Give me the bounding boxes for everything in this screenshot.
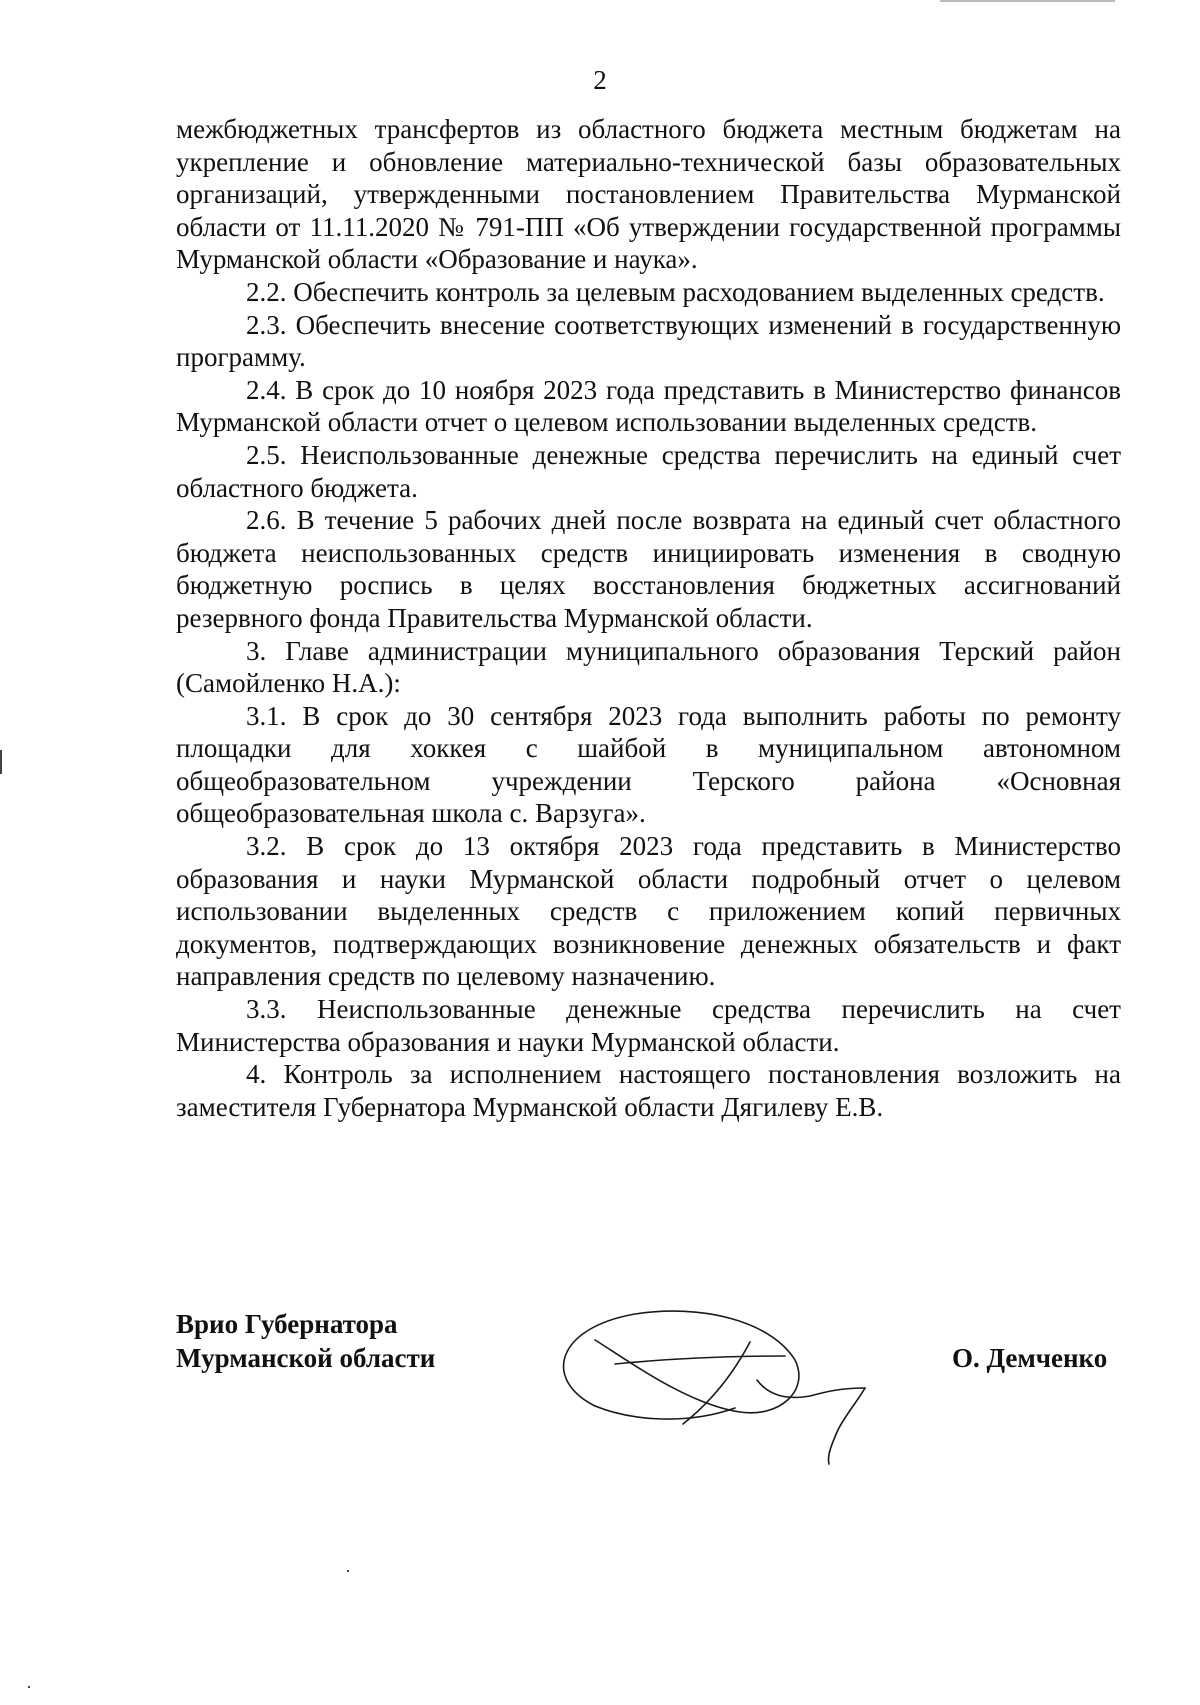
scan-artifact-dot (347, 1570, 349, 1572)
paragraph: 2.3. Обеспечить внесение соответствующих изменений в государственную программу. (176, 309, 1121, 373)
paragraph: 3. Главе администрации муниципального образования Терский район (Самойленко Н.А.): (176, 635, 1121, 699)
paragraph: межбюджетных трансфертов из областного бюджета местным бюджетам на укрепление и обновление материально-технической базы образовательных организаций, утвержденными постановлением Правительства Мурманской области от 11.11.2020 № 791-ПП «Об утверждении государственной программы Мурманской области «Образование и наука». (176, 114, 1121, 275)
paragraph: 3.2. В срок до 13 октября 2023 года представить в Министерство образования и науки Мурманской области подробный отчет о целевом использовании выделенных средств с приложением копий первичных документов, подтверждающих возникновение денежных обязательств и факт направления средств по целевому назначению. (176, 831, 1121, 992)
paragraph: 3.1. В срок до 30 сентября 2023 года выполнить работы по ремонту площадки для хоккея с шайбой в муниципальном автономном общеобразовательном учреждении Терского района «Основная общеобразовательная школа с. Варзуга». (176, 700, 1121, 829)
paragraph: 2.2. Обеспечить контроль за целевым расходованием выделенных средств. (246, 276, 1105, 307)
paragraph: 3.3. Неиспользованные денежные средства перечислить на счет Министерства образования и науки Мурманской области. (176, 994, 1121, 1057)
paragraph: 4. Контроль за исполнением настоящего постановления возложить на заместителя Губернатора Мурманской области Дягилеву Е.В. (176, 1059, 1121, 1122)
scan-artifact-mark (0, 750, 2, 774)
signatory-position-line: Врио Губернатора (176, 1309, 398, 1339)
paragraph: 2.4. В срок до 10 ноября 2023 года представить в Министерство финансов Мурманской области отчет о целевом использовании выделенных средств. (176, 374, 1121, 438)
signatory-position-line: Мурманской области (176, 1343, 436, 1373)
page-number: 2 (593, 65, 607, 95)
signatory-name: О. Демченко (952, 1343, 1108, 1373)
scan-edge-line (940, 0, 1115, 2)
paragraph: 2.6. В течение 5 рабочих дней после возврата на единый счет областного бюджета неиспользованных средств инициировать изменения в сводную бюджетную роспись в целях восстановления бюджетных ассигнований резервного фонда Правительства Мурманской области. (176, 505, 1121, 633)
document-body (176, 113, 1121, 1123)
signatory-position (176, 1307, 435, 1375)
handwritten-signature (525, 1300, 905, 1470)
paragraph: 2.5. Неиспользованные денежные средства перечислить на единый счет областного бюджета. (176, 439, 1121, 503)
scan-artifact-dot (28, 1686, 30, 1688)
